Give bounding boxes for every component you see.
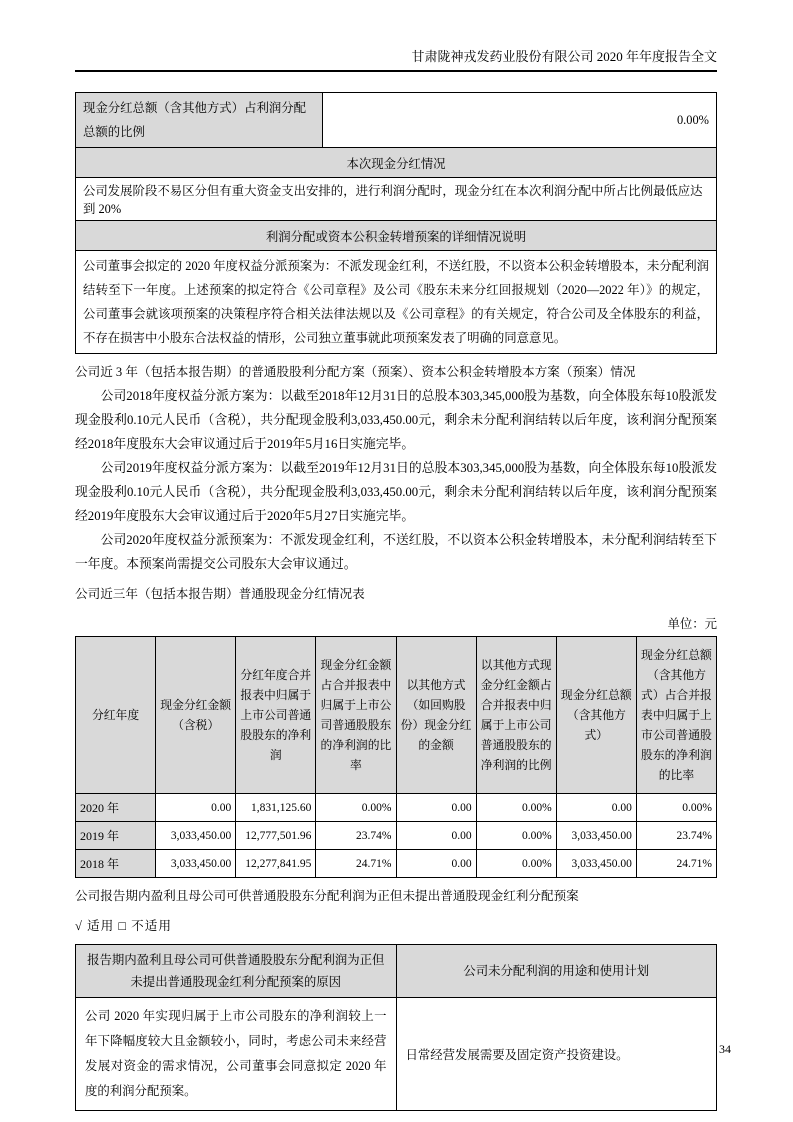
value-cell: 23.74% — [316, 822, 396, 850]
column-header-other-amount: 以其他方式（如回购股份）现金分红的金额 — [396, 637, 476, 794]
value-cell: 0.00 — [156, 794, 236, 822]
value-cell: 0.00 — [396, 794, 476, 822]
table-row-2018 — [76, 850, 717, 878]
value-cell: 3,033,450.00 — [556, 822, 636, 850]
ratio-value-cell: 0.00% — [322, 93, 716, 148]
table-row-2019 — [76, 822, 717, 850]
usage-text-cell: 日常经营发展需要及固定资产投资建设。 — [396, 998, 717, 1111]
value-cell: 0.00 — [396, 850, 476, 878]
paragraph-2020-plan: 公司2020年度权益分派预案为：不派发现金红利，不送红股，不以资本公积金转增股本，未分配利润结转至下一年度。本预案尚需提交公司股东大会审议通过。 — [75, 533, 717, 571]
value-cell: 12,277,841.95 — [236, 850, 316, 878]
value-cell: 0.00% — [636, 794, 716, 822]
column-header-other-ratio: 以其他方式现金分红金额占合并报表中归属于上市公司普通股股东的净利润的比例 — [476, 637, 556, 794]
column-header-net-profit: 分红年度合并报表中归属于上市公司普通股股东的净利润 — [236, 637, 316, 794]
value-cell: 12,777,501.96 — [236, 822, 316, 850]
value-cell: 3,033,450.00 — [556, 850, 636, 878]
value-cell: 24.71% — [316, 850, 396, 878]
table-row — [76, 178, 717, 221]
reason-text-cell: 公司 2020 年实现归属于上市公司股东的净利润较上一年下降幅度较大且金额较小，同时，考虑公司未来经营发展对资金的需求情况，公司董事会同意拟定 2020 年度的利润分配预案。 — [76, 998, 397, 1111]
dividend-policy-table — [75, 92, 717, 354]
cash-dividend-table-title: 公司近三年（包括本报告期）普通股现金分红情况表 — [75, 587, 365, 601]
table-row — [76, 998, 717, 1111]
no-dividend-reason-table — [75, 944, 717, 1111]
value-cell: 0.00% — [476, 794, 556, 822]
value-cell: 0.00% — [316, 794, 396, 822]
value-cell: 1,831,125.60 — [236, 794, 316, 822]
value-cell: 0.00 — [556, 794, 636, 822]
usage-header-cell: 公司未分配利润的用途和使用计划 — [396, 945, 717, 998]
year-cell: 2019 年 — [76, 822, 156, 850]
page-number: 34 — [719, 1042, 731, 1056]
column-header-total: 现金分红总额（含其他方式） — [556, 637, 636, 794]
column-header-amount: 现金分红金额（含税） — [156, 637, 236, 794]
value-cell: 0.00% — [476, 822, 556, 850]
detail-text-cell: 公司董事会拟定的 2020 年度权益分派预案为：不派发现金红利，不送红股，不以资本公积金转增股本，未分配利润结转至下一年度。上述预案的拟定符合《公司章程》及公司《股东未来分红回报规划（2020—2022 年）》的规定，公司董事会就该项预案的决策程序符合相关法律法规以及《公司章程》的有关规定，符合公司及全体股东的利益，不存在损害中小股东合法权益的情形，公司独立董事就此项预案发表了明确的同意意见。 — [76, 251, 717, 354]
report-title: 甘肃陇神戎发药业股份有限公司 2020 年年度报告全文 — [411, 49, 717, 64]
column-header-ratio: 现金分红金额占合并报表中归属于上市公司普通股股东的净利润的比率 — [316, 637, 396, 794]
table-row — [76, 93, 717, 148]
page-content — [75, 92, 717, 1111]
table-row — [76, 251, 717, 354]
applicability-line: √ 适用 □ 不适用 — [75, 919, 172, 933]
unit-label: 单位：元 — [667, 617, 717, 631]
column-header-year: 分红年度 — [76, 637, 156, 794]
column-header-total-ratio: 现金分红总额（含其他方式）占合并报表中归属于上市公司普通股股东的净利润的比率 — [636, 637, 716, 794]
year-cell: 2020 年 — [76, 794, 156, 822]
no-dividend-note: 公司报告期内盈利且母公司可供普通股股东分配利润为正但未提出普通股现金红利分配预案 — [75, 889, 579, 903]
table-row-2020 — [76, 794, 717, 822]
running-header — [75, 46, 717, 72]
paragraph-2018-plan: 公司2018年度权益分派方案为：以截至2018年12月31日的总股本303,345,000股为基数，向全体股东每10股派发现金股利0.10元人民币（含税），共分配现金股利3,033,450.00元，剩余未分配利润结转以后年度，该利润分配预案经2018年度股东大会审议通过后于2019年5月16日实施完毕。 — [75, 389, 717, 451]
value-cell: 0.00% — [476, 850, 556, 878]
development-stage-note-cell: 公司发展阶段不易区分但有重大资金支出安排的，进行利润分配时，现金分红在本次利润分配中所占比例最低应达到 20% — [76, 178, 717, 221]
paragraph-2019-plan: 公司2019年度权益分派方案为：以截至2019年12月31日的总股本303,345,000股为基数，向全体股东每10股派发现金股利0.10元人民币（含税），共分配现金股利3,033,450.00元，剩余未分配利润结转以后年度，该利润分配预案经2019年度股东大会审议通过后于2020年5月27日实施完毕。 — [75, 461, 717, 523]
table-header-row — [76, 637, 717, 794]
value-cell: 24.71% — [636, 850, 716, 878]
cash-dividend-table — [75, 636, 717, 878]
table-row — [76, 221, 717, 251]
ratio-label-cell: 现金分红总额（含其他方式）占利润分配总额的比例 — [76, 93, 323, 148]
value-cell: 3,033,450.00 — [156, 822, 236, 850]
year-cell: 2018 年 — [76, 850, 156, 878]
reason-header-cell: 报告期内盈利且母公司可供普通股股东分配利润为正但未提出普通股现金红利分配预案的原因 — [76, 945, 397, 998]
value-cell: 3,033,450.00 — [156, 850, 236, 878]
detail-header-cell: 利润分配或资本公积金转增预案的详细情况说明 — [76, 221, 717, 251]
table-header-row — [76, 945, 717, 998]
value-cell: 0.00 — [396, 822, 476, 850]
table-row — [76, 148, 717, 178]
current-dividend-header-cell: 本次现金分红情况 — [76, 148, 717, 178]
value-cell: 23.74% — [636, 822, 716, 850]
history-intro: 公司近 3 年（包括本报告期）的普通股股利分配方案（预案）、资本公积金转增股本方案（预案）情况 — [75, 365, 636, 379]
